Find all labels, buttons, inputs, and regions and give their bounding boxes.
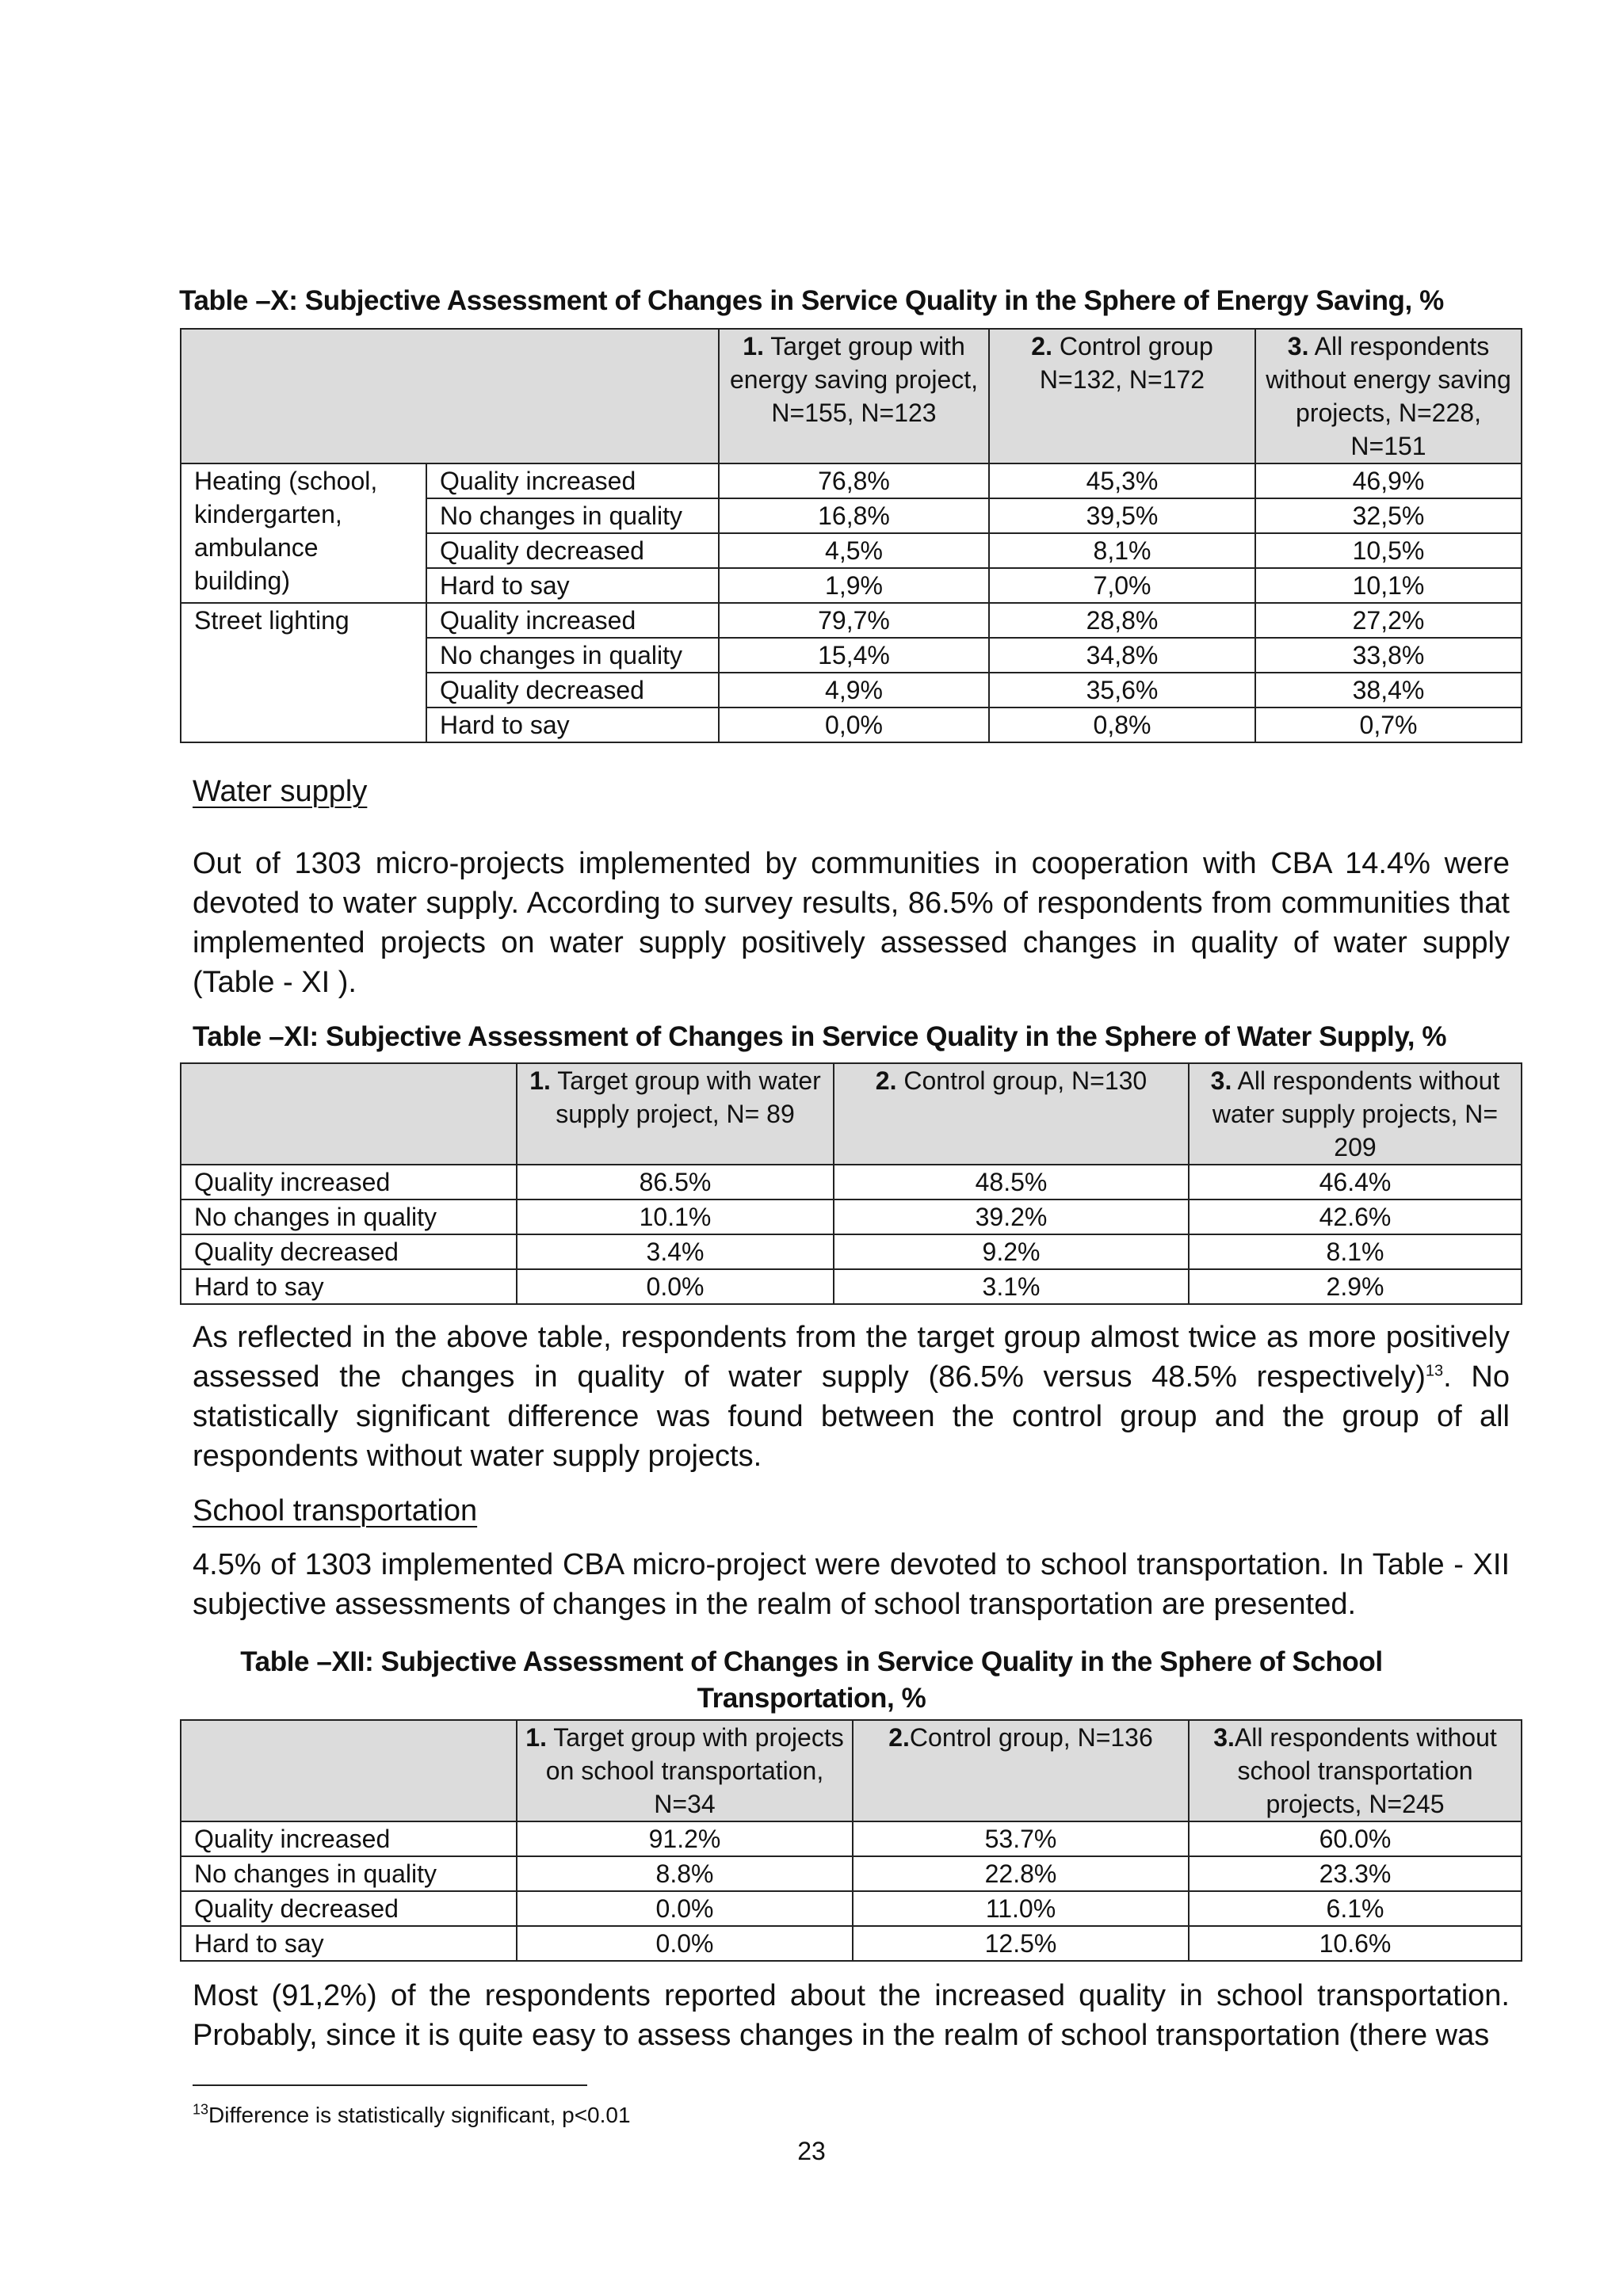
table-xii (180, 1719, 1522, 1962)
footnote: $^{13}$Difference is statistically significant, p<0.01 (193, 2101, 631, 2127)
table-x-group-label: Street lighting (181, 603, 426, 742)
table-row: No changes in quality 8.8% 22.8% 23.3% (181, 1856, 1522, 1891)
table-x-col-header: 3. All respondents without energy saving projects, N=228, N=151 (1255, 329, 1522, 463)
table-row: Quality decreased 0.0% 11.0% 6.1% (181, 1891, 1522, 1926)
table-xi-caption: Table –XI: Subjective Assessment of Changes in Service Quality in the Sphere of Water Supply, % (193, 1021, 1447, 1052)
table-x-col-header: 1. Target group with energy saving project, N=155, N=123 (719, 329, 989, 463)
table-xi (180, 1062, 1522, 1305)
table-xi-col-header: 1. Target group with water supply project, N= 89 (517, 1063, 834, 1165)
table-row: No changes in quality 15,4% 34,8% 33,8% (181, 638, 1522, 673)
table-x-caption: Table –X: Subjective Assessment of Changes in Service Quality in the Sphere of Energy Saving, % (179, 285, 1444, 316)
table-row: Quality decreased 3.4% 9.2% 8.1% (181, 1234, 1522, 1269)
section-heading-school-transportation: School transportation (193, 1494, 478, 1527)
school-paragraph-1: 4.5% of 1303 implemented CBA micro-project were devoted to school transportation. In Table - XII subjective assessments of changes in the realm of school transportation are presented. (193, 1548, 1510, 1621)
table-row: Hard to say 1,9% 7,0% 10,1% (181, 568, 1522, 603)
page-number: 23 (797, 2137, 826, 2165)
table-xii-corner-cell (181, 1720, 517, 1821)
water-paragraph-2: As reflected in the above table, respondents from the target group almost twice as more positively assessed the changes in quality of water supply (86.5% versus 48.5% respectively)$^{13}$. No statistically significant difference was found between the control group and the group of all respondents without water supply projects. (193, 1321, 1510, 1473)
table-x-group-label: Heating (school, kindergarten, ambulance building) (181, 463, 426, 603)
table-row: No changes in quality 16,8% 39,5% 32,5% (181, 498, 1522, 533)
table-xi-col-header: 3. All respondents without water supply projects, N= 209 (1189, 1063, 1522, 1165)
table-row: Quality decreased 4,5% 8,1% 10,5% (181, 533, 1522, 568)
table-x-corner-cell (181, 329, 719, 463)
school-paragraph-2: Most (91,2%) of the respondents reported about the increased quality in school transportation. Probably, since it is quite easy to assess changes in the realm of school transportation (there was (193, 1979, 1510, 2052)
table-row: Quality increased 86.5% 48.5% 46.4% (181, 1165, 1522, 1199)
table-xi-corner-cell (181, 1063, 517, 1165)
footnote-ref-13[interactable]: 13 (1425, 1362, 1444, 1380)
table-row: Hard to say 0.0% 12.5% 10.6% (181, 1926, 1522, 1961)
table-row: No changes in quality 10.1% 39.2% 42.6% (181, 1199, 1522, 1234)
table-xii-col-header: 1. Target group with projects on school transportation, N=34 (517, 1720, 853, 1821)
section-heading-water-supply: Water supply (193, 775, 368, 808)
table-row: Hard to say 0,0% 0,8% 0,7% (181, 707, 1522, 742)
footnote-divider (193, 2084, 587, 2086)
table-row: Quality increased 91.2% 53.7% 60.0% (181, 1821, 1522, 1856)
table-row: Heating (school, kindergarten, ambulance building) Quality increased 76,8% 45,3% 46,9% (181, 463, 1522, 498)
table-row: Street lighting Quality increased 79,7% 28,8% 27,2% (181, 603, 1522, 638)
water-paragraph-1: Out of 1303 micro-projects implemented by communities in cooperation with CBA 14.4% were devoted to water supply. According to survey results, 86.5% of respondents from communities that implemented projects on water supply positively assessed changes in quality of water supply (Table - XI ). (193, 847, 1510, 999)
table-xii-caption: Table –XII: Subjective Assessment of Changes in Service Quality in the Sphere of School Transportation, % (240, 1646, 1383, 1714)
table-xii-col-header: 3.All respondents without school transportation projects, N=245 (1189, 1720, 1522, 1821)
table-xii-col-header: 2.Control group, N=136 (853, 1720, 1189, 1821)
table-x-col-header: 2. Control group N=132, N=172 (989, 329, 1255, 463)
table-row: Quality decreased 4,9% 35,6% 38,4% (181, 673, 1522, 707)
table-row: Hard to say 0.0% 3.1% 2.9% (181, 1269, 1522, 1304)
table-x (180, 328, 1522, 743)
table-xi-col-header: 2. Control group, N=130 (834, 1063, 1189, 1165)
